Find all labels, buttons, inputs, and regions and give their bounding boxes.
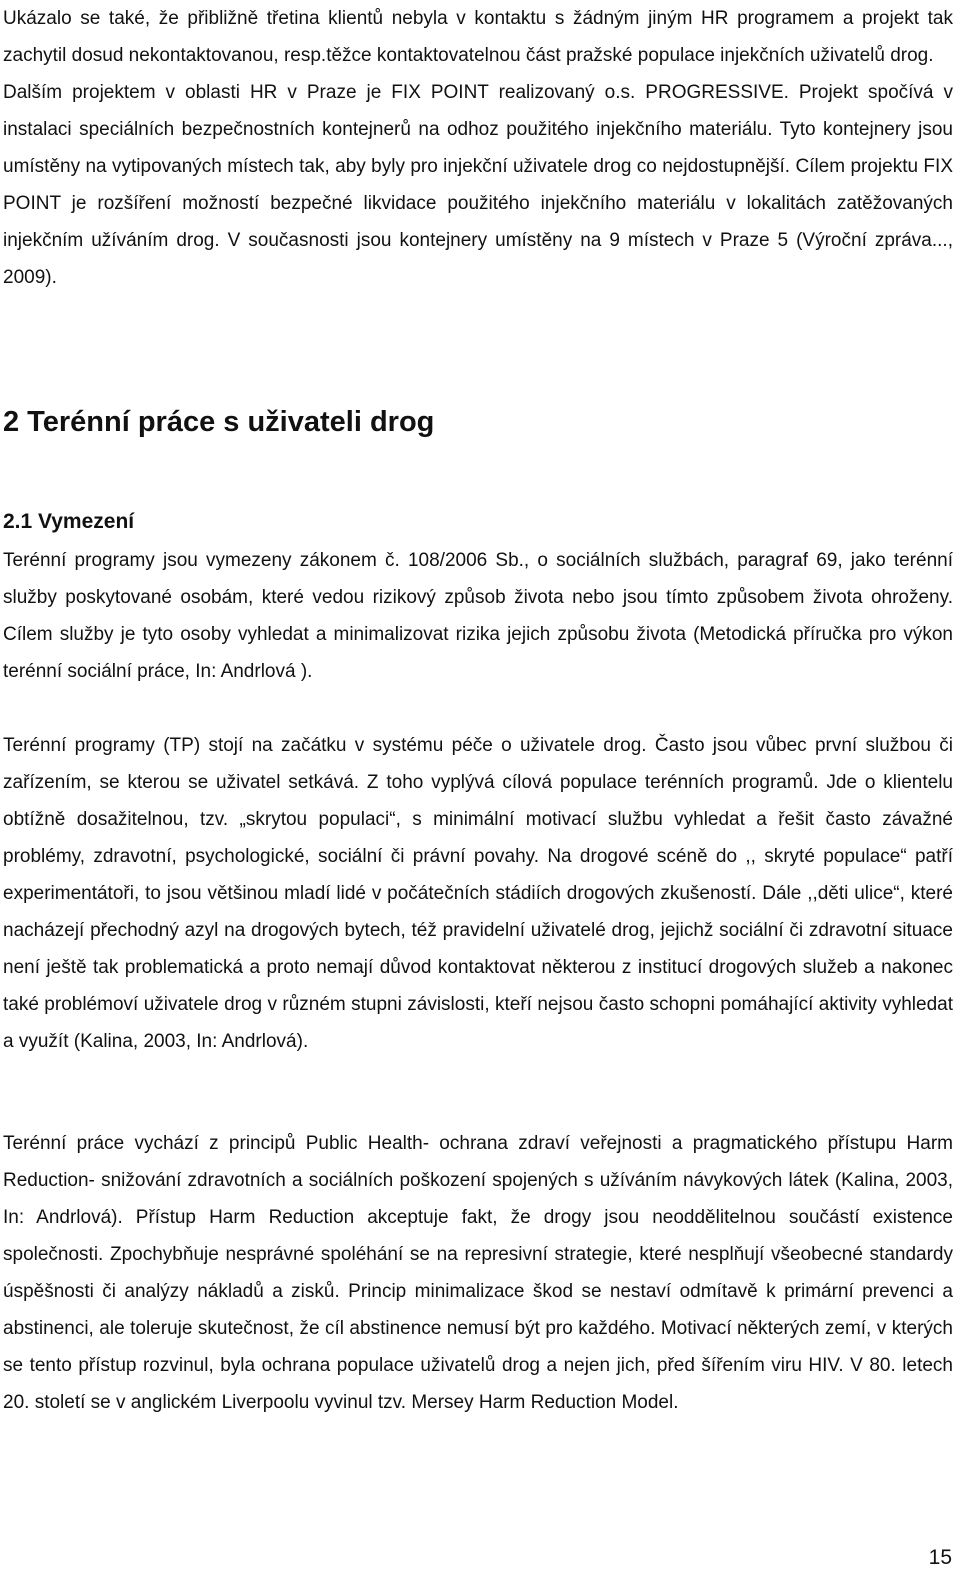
paragraph-harm-reduction: Terénní práce vychází z principů Public Health- ochrana zdraví veřejnosti a pragmatického přístupu Harm Reduction- snižování zdravotních a sociálních poškození spojených s užíváním návykových látek (Kalina, 2003, In: Andrlová). Přístup Harm Reduction akceptuje fakt, že drogy jsou neoddělitelnou součástí existence společnosti. Zpochybňuje nesprávné spoléhání se na represivní strategie, které nesplňují všeobecné standardy úspěšnosti či analýzy nákladů a zisků. Princip minimalizace škod se nestaví odmítavě k primární prevenci a abstinenci, ale toleruje skutečnost, že cíl abstinence nemusí být pro každého. Motivací některých zemí, v kterých se tento přístup rozvinul, byla ochrana populace uživatelů drog a nejen jich, před šířením viru HIV. V 80. letech 20. století se v anglickém Liverpoolu vyvinul tzv. Mersey Harm Reduction Model. <box>3 1133 953 1413</box>
paragraph-terenni-programy: Terénní programy (TP) stojí na začátku v systému péče o uživatele drog. Často jsou vůbec první službou či zařízením, se kterou se uživatel setkává. Z toho vyplývá cílová populace terénních programů. Jde o klientelu obtížně dosažitelnou, tzv. „skrytou populaci“, s minimální motivací službu vyhledat a řešit často závažné problémy, zdravotní, psychologické, sociální či právní povahy. Na drogové scéně do ,, skryté populace“ patří experimentátoři, to jsou většinou mladí lidé v počátečních stádiích drogových zkušeností. Dále ,,děti ulice“, které nacházejí přechodný azyl na drogových bytech, též pravidelní uživatelé drog, jejichž sociální či zdravotní situace není ještě tak problematická a proto nemají důvod kontaktovat některou z institucí drogových služeb a nakonec také problémoví uživatele drog v různém stupni závislosti, kteří nejsou často schopni pomáhající aktivity vyhledat a využít (Kalina, 2003, In: Andrlová). <box>3 735 953 1052</box>
paragraph-definition: Terénní programy jsou vymezeny zákonem č. 108/2006 Sb., o sociálních službách, paragraf 69, jako terénní služby poskytované osobám, které vedou rizikový způsob života nebo jsou tímto způsobem života ohroženy. Cílem služby je tyto osoby vyhledat a minimalizovat rizika jejich způsobu života (Metodická příručka pro výkon terénní sociální práce, In: Andrlová ). <box>3 550 953 682</box>
top-text-block <box>3 0 953 296</box>
paragraph-intro: Ukázalo se také, že přibližně třetina klientů nebyla v kontaktu s žádným jiným HR programem a projekt tak zachytil dosud nekontaktovanou, resp.těžce kontaktovatelnou část pražské populace injekčních uživatelů drog. <box>3 8 953 66</box>
section-heading: 2.1 Vymezení <box>3 510 135 533</box>
page-number: 15 <box>928 1546 952 1569</box>
chapter-heading: 2 Terénní práce s uživateli drog <box>3 406 435 438</box>
paragraph-fix-point: Dalším projektem v oblasti HR v Praze je FIX POINT realizovaný o.s. PROGRESSIVE. Projekt spočívá v instalaci speciálních bezpečnostních kontejnerů na odhoz použitého injekčního materiálu. Tyto kontejnery jsou umístěny na vytipovaných místech tak, aby byly pro injekční uživatele drog co nejdostupnější. Cílem projektu FIX POINT je rozšíření možností bezpečné likvidace použitého injekčního materiálu v lokalitách zatěžovaných injekčním užíváním drog. V současnosti jsou kontejnery umístěny na 9 místech v Praze 5 (Výroční zpráva..., 2009). <box>3 82 953 288</box>
